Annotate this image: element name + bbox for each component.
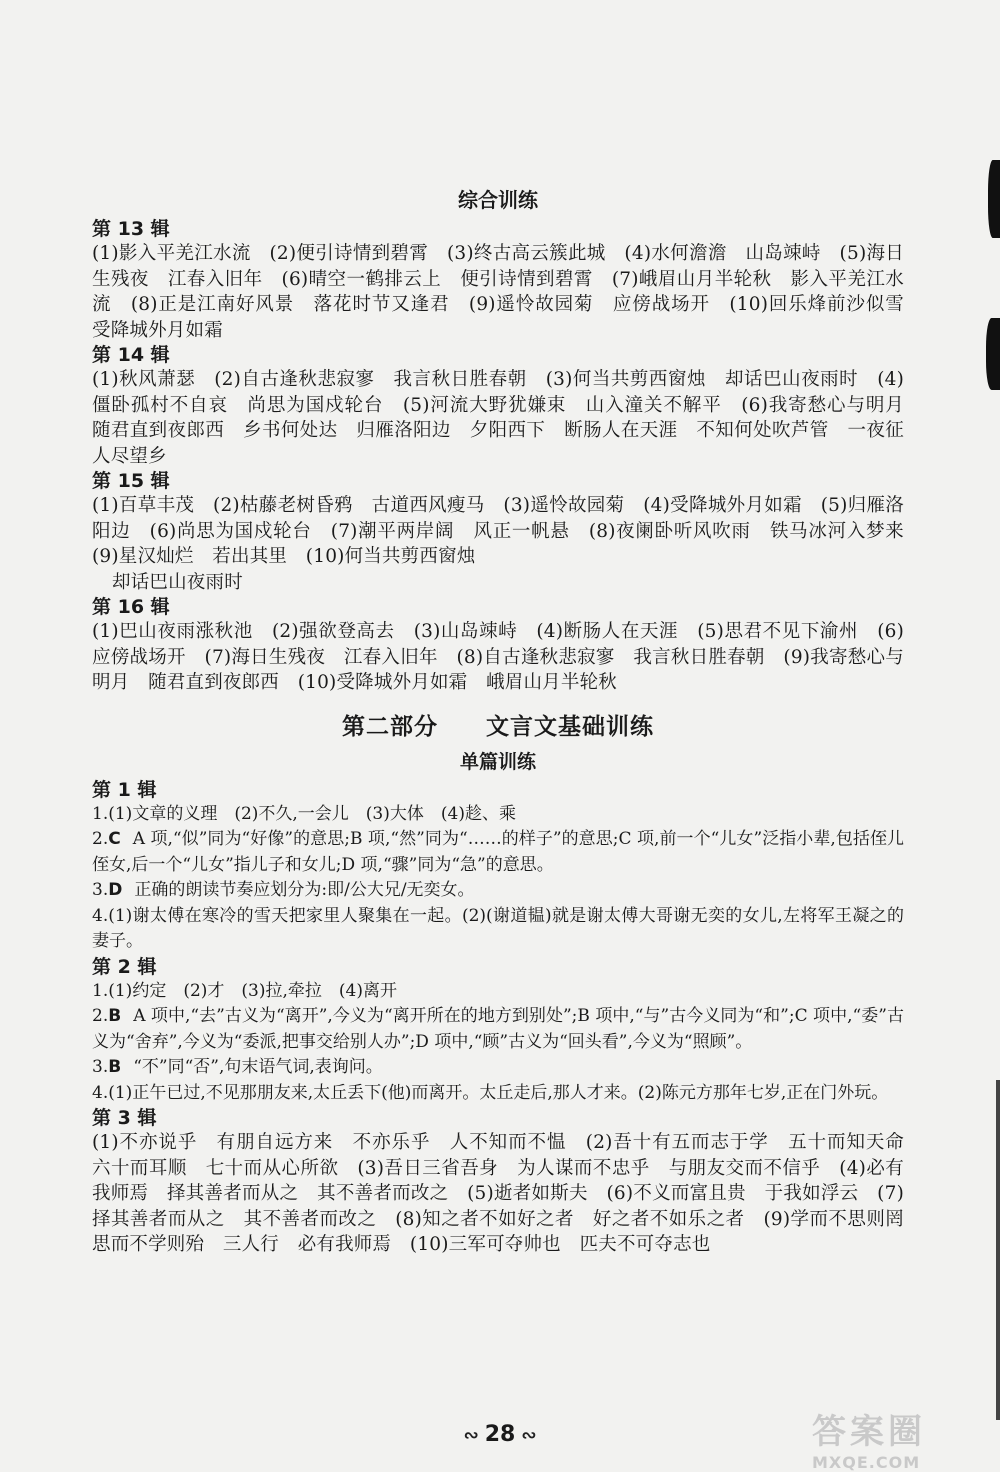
question-number: 2. — [92, 829, 109, 849]
edge-mark — [996, 1080, 1000, 1420]
section-title: 综合训练 — [458, 188, 538, 212]
watermark-logo — [812, 1404, 982, 1472]
answer-text: “不”同“否”,句末语气词,表询问。 — [133, 1057, 383, 1077]
group-text: (1)影入平羌江水流 (2)便引诗情到碧霄 (3)终古高云簇此城 (4)水何澹澹 山岛竦峙 (5)海日生残夜 江春入旧年 (6)晴空一鹤排云上 便引诗情到碧霄 (7)峨眉山月半轮秋 影入平羌江水流 (8)正是江南好风景 落花时节又逢君 (9)遥怜故园菊 应傍战场开 (10)回乐烽前沙似雪 受降城外月如霜 — [92, 243, 923, 341]
answer-choice: C — [108, 829, 121, 849]
question-number: 1. — [92, 980, 109, 1001]
question-answer — [92, 878, 904, 904]
part2-group-1 — [92, 778, 904, 955]
question-answer — [92, 904, 904, 955]
group-heading: 第 1 辑 — [92, 778, 157, 801]
question-number: 4. — [92, 1082, 109, 1103]
answer-text: A 项中,“去”古义为“离开”,今义为“离开所在的地方到别处”;B 项中,“与”古今义同为“和”;C 项中,“委”古义为“舍弃”,今义为“委派,把事交给别人办”;D 项中,“顾”古义为“回头看”,今义为“照顾”。 — [92, 1006, 904, 1052]
group-16 — [92, 595, 904, 696]
answer-text: (1)正午已过,不见那朋友来,太丘丢下(他)而离开。太丘走后,那人才来。(2)陈元方那年七岁,正在门外玩。 — [108, 1082, 889, 1103]
question-number: 4. — [92, 905, 109, 926]
question-number: 2. — [92, 1006, 109, 1026]
answer-text: (1)文章的义理 (2)不久,一会儿 (3)大体 (4)趁、乘 — [108, 803, 516, 824]
group-13 — [92, 217, 923, 343]
answer-text: 正确的朗读节奏应划分为:即/公大兄/无奕女。 — [134, 880, 475, 900]
watermark-text: 答案圈 — [812, 1412, 926, 1452]
question-answer — [92, 802, 904, 828]
part-title — [92, 708, 904, 741]
answer-content — [92, 180, 923, 1258]
group-text-tail: 却话巴山夜雨时 — [112, 571, 243, 593]
part-subtitle: 单篇训练 — [459, 750, 536, 773]
question-number: 1. — [92, 803, 109, 824]
group-heading: 第 15 辑 — [92, 470, 170, 492]
group-14 — [92, 343, 923, 469]
answer-choice: B — [108, 1006, 122, 1026]
group-heading: 第 13 辑 — [92, 218, 170, 240]
question-answer — [92, 1004, 904, 1055]
part-title-number: 第二部分 — [342, 713, 438, 740]
group-15 — [92, 469, 923, 595]
question-number: 3. — [92, 1057, 109, 1077]
watermark-url: MXQE.COM — [812, 1453, 921, 1472]
answer-text: (1)约定 (2)才 (3)拉,牵拉 (4)离开 — [108, 980, 397, 1001]
answer-text: (1)谢太傅在寒冷的雪天把家里人聚集在一起。(2)(谢道韫)就是谢太傅大哥谢无奕的女儿,左将军王凝之的妻子。 — [92, 905, 904, 951]
part2-group-3 — [92, 1106, 923, 1258]
question-answer — [92, 827, 904, 878]
group-text: (1)不亦说乎 有朋自远方来 不亦乐乎 人不知而不愠 (2)吾十有五而志于学 五十而知天命 六十而耳顺 七十而从心所欲 (3)吾日三省吾身 为人谋而不忠乎 与朋友交而不信乎 (4)必有我师焉 择其善者而从之 其不善者而改之 (5)逝者如斯夫 (6)不义而富且贵 于我如浮云 (7)择其善者而从之 其不善者而改之 (8)知之者不如好之者 好之者不如乐之者 (9)学而不思则罔 思而不学则殆 三人行 必有我师焉 (10)三军可夺帅也 匹夫不可夺志也 — [92, 1132, 923, 1255]
group-heading: 第 14 辑 — [92, 344, 170, 366]
question-number: 3. — [92, 880, 109, 900]
answer-choice: B — [108, 1057, 122, 1077]
question-answer — [92, 1081, 904, 1107]
part2-group-2 — [92, 955, 904, 1107]
answer-text: A 项,“似”同为“好像”的意思;B 项,“然”同为“……的样子”的意思;C 项,前一个“儿女”泛指小辈,包括侄儿侄女,后一个“儿女”指儿子和女儿;D 项,“骤”同为“急”的意思。 — [92, 829, 904, 875]
page-number-text: 28 — [484, 1422, 516, 1447]
ornament-left-icon: ∾ — [463, 1425, 479, 1446]
question-answer — [92, 979, 904, 1005]
answer-choice: D — [108, 880, 123, 900]
part-title-name: 文言文基础训练 — [486, 713, 654, 740]
edge-mark — [986, 318, 1000, 390]
group-text: (1)百草丰茂 (2)枯藤老树昏鸦 古道西风瘦马 (3)遥怜故园菊 (4)受降城外月如霜 (5)归雁洛阳边 (6)尚思为国戍轮台 (7)潮平两岸阔 风正一帆悬 (8)夜阑卧听风吹雨 铁马冰河入梦来 (9)星汉灿烂 若出其里 (10)何当共剪西窗烛 — [92, 495, 923, 567]
group-heading: 第 2 辑 — [92, 955, 157, 978]
group-text: (1)巴山夜雨涨秋池 (2)强欲登高去 (3)山岛竦峙 (4)断肠人在天涯 (5)思君不见下渝州 (6)应傍战场开 (7)海日生残夜 江春入旧年 (8)自古逢秋悲寂寥 我言秋日胜春朝 (9)我寄愁心与明月 随君直到夜郎西 (10)受降城外月如霜 峨眉山月半轮秋 — [92, 621, 904, 693]
group-text: (1)秋风萧瑟 (2)自古逢秋悲寂寥 我言秋日胜春朝 (3)何当共剪西窗烛 却话巴山夜雨时 (4)僵卧孤村不自哀 尚思为国戍轮台 (5)河流大野犹嫌束 山入潼关不解平 (6)我寄愁心与明月 随君直到夜郎西 乡书何处达 归雁洛阳边 夕阳西下 断肠人在天涯 不知何处吹芦管 一夜征人尽望乡 — [92, 369, 923, 467]
group-heading: 第 16 辑 — [92, 596, 170, 618]
group-heading: 第 3 辑 — [92, 1107, 157, 1129]
edge-mark — [988, 160, 1000, 238]
question-answer — [92, 1055, 904, 1081]
ornament-right-icon: ∾ — [521, 1425, 537, 1446]
